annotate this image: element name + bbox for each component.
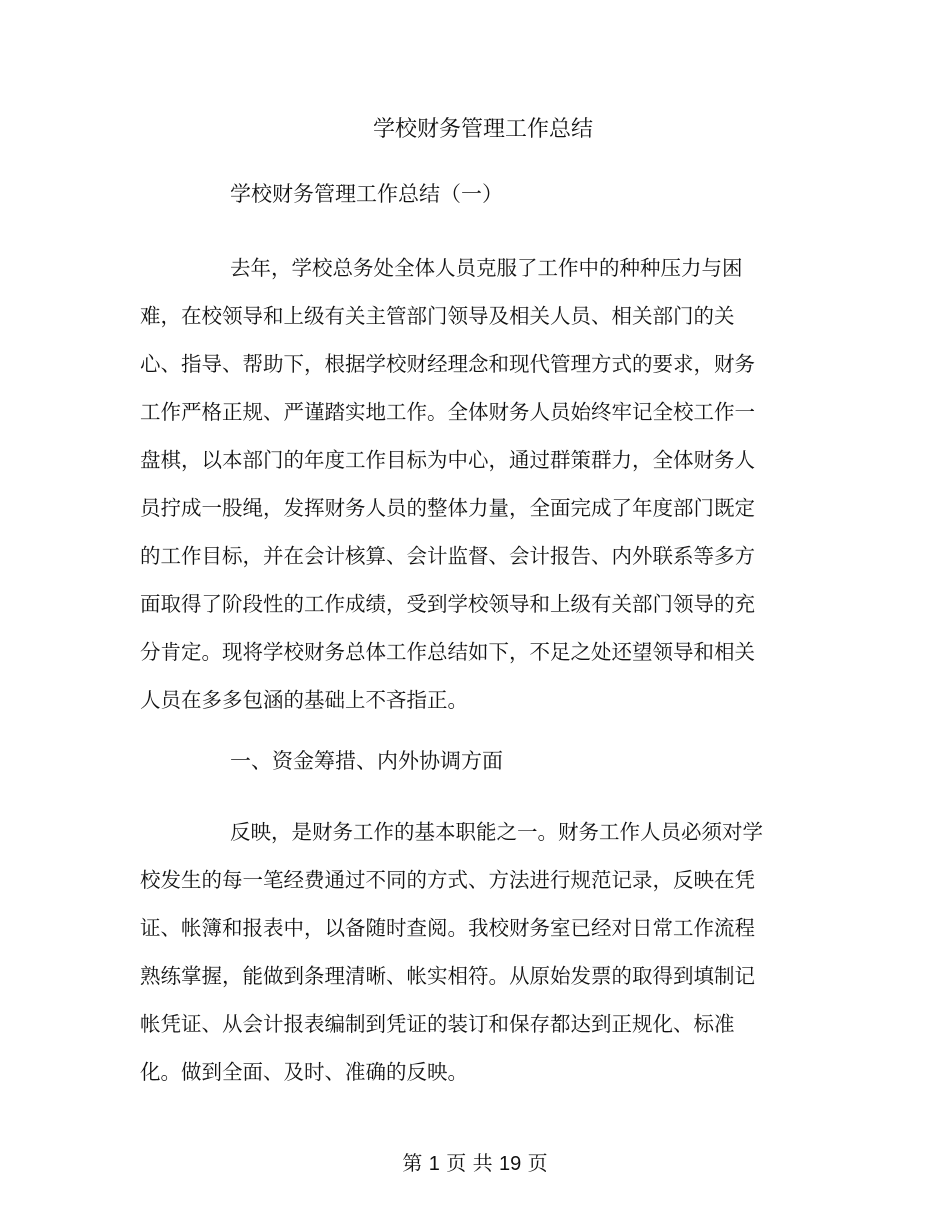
paragraph-line: 面取得了阶段性的工作成绩，受到学校领导和上级有关部门领导的充: [140, 592, 755, 616]
paragraph-line: 难，在校领导和上级有关主管部门领导及相关人员、相关部门的关: [140, 304, 735, 328]
paragraph-line: 证、帐簿和报表中，以备随时查阅。我校财务室已经对日常工作流程: [140, 916, 755, 940]
footer-middle: 页 共: [446, 1151, 493, 1175]
section-heading: 一、资金筹措、内外协调方面: [230, 749, 503, 773]
total-page-count: 19: [498, 1153, 522, 1175]
footer-prefix: 第: [402, 1151, 423, 1175]
page-footer: [0, 1148, 950, 1179]
paragraph-line: 员拧成一股绳，发挥财务人员的整体力量，全面完成了年度部门既定: [140, 496, 755, 520]
paragraph-line: 去年，学校总务处全体人员克服了工作中的种种压力与困: [230, 256, 743, 280]
paragraph-line: 帐凭证、从会计报表编制到凭证的装订和保存都达到正规化、标准: [140, 1012, 735, 1036]
paragraph-line: 人员在多多包涵的基础上不吝指正。: [140, 688, 468, 712]
paragraph-intro: [140, 244, 770, 724]
document-subtitle: 学校财务管理工作总结（一）: [230, 182, 503, 206]
paragraph-line: 反映，是财务工作的基本职能之一。财务工作人员必须对学: [230, 820, 763, 844]
paragraph-section1: [140, 808, 770, 1096]
paragraph-line: 工作严格正规、严谨踏实地工作。全体财务人员始终牢记全校工作一: [140, 400, 755, 424]
document-title: 学校财务管理工作总结: [372, 117, 593, 142]
paragraph-line: 分肯定。现将学校财务总体工作总结如下，不足之处还望领导和相关: [140, 640, 755, 664]
current-page-number: 1: [428, 1153, 440, 1175]
footer-suffix: 页: [527, 1151, 548, 1175]
paragraph-line: 盘棋，以本部门的年度工作目标为中心，通过群策群力，全体财务人: [140, 448, 755, 472]
paragraph-line: 熟练掌握，能做到条理清晰、帐实相符。从原始发票的取得到填制记: [140, 964, 755, 988]
paragraph-line: 心、指导、帮助下，根据学校财经理念和现代管理方式的要求，财务: [140, 352, 755, 376]
paragraph-line: 化。做到全面、及时、准确的反映。: [140, 1060, 468, 1084]
paragraph-line: 校发生的每一笔经费通过不同的方式、方法进行规范记录，反映在凭: [140, 868, 755, 892]
paragraph-line: 的工作目标，并在会计核算、会计监督、会计报告、内外联系等多方: [140, 544, 755, 568]
